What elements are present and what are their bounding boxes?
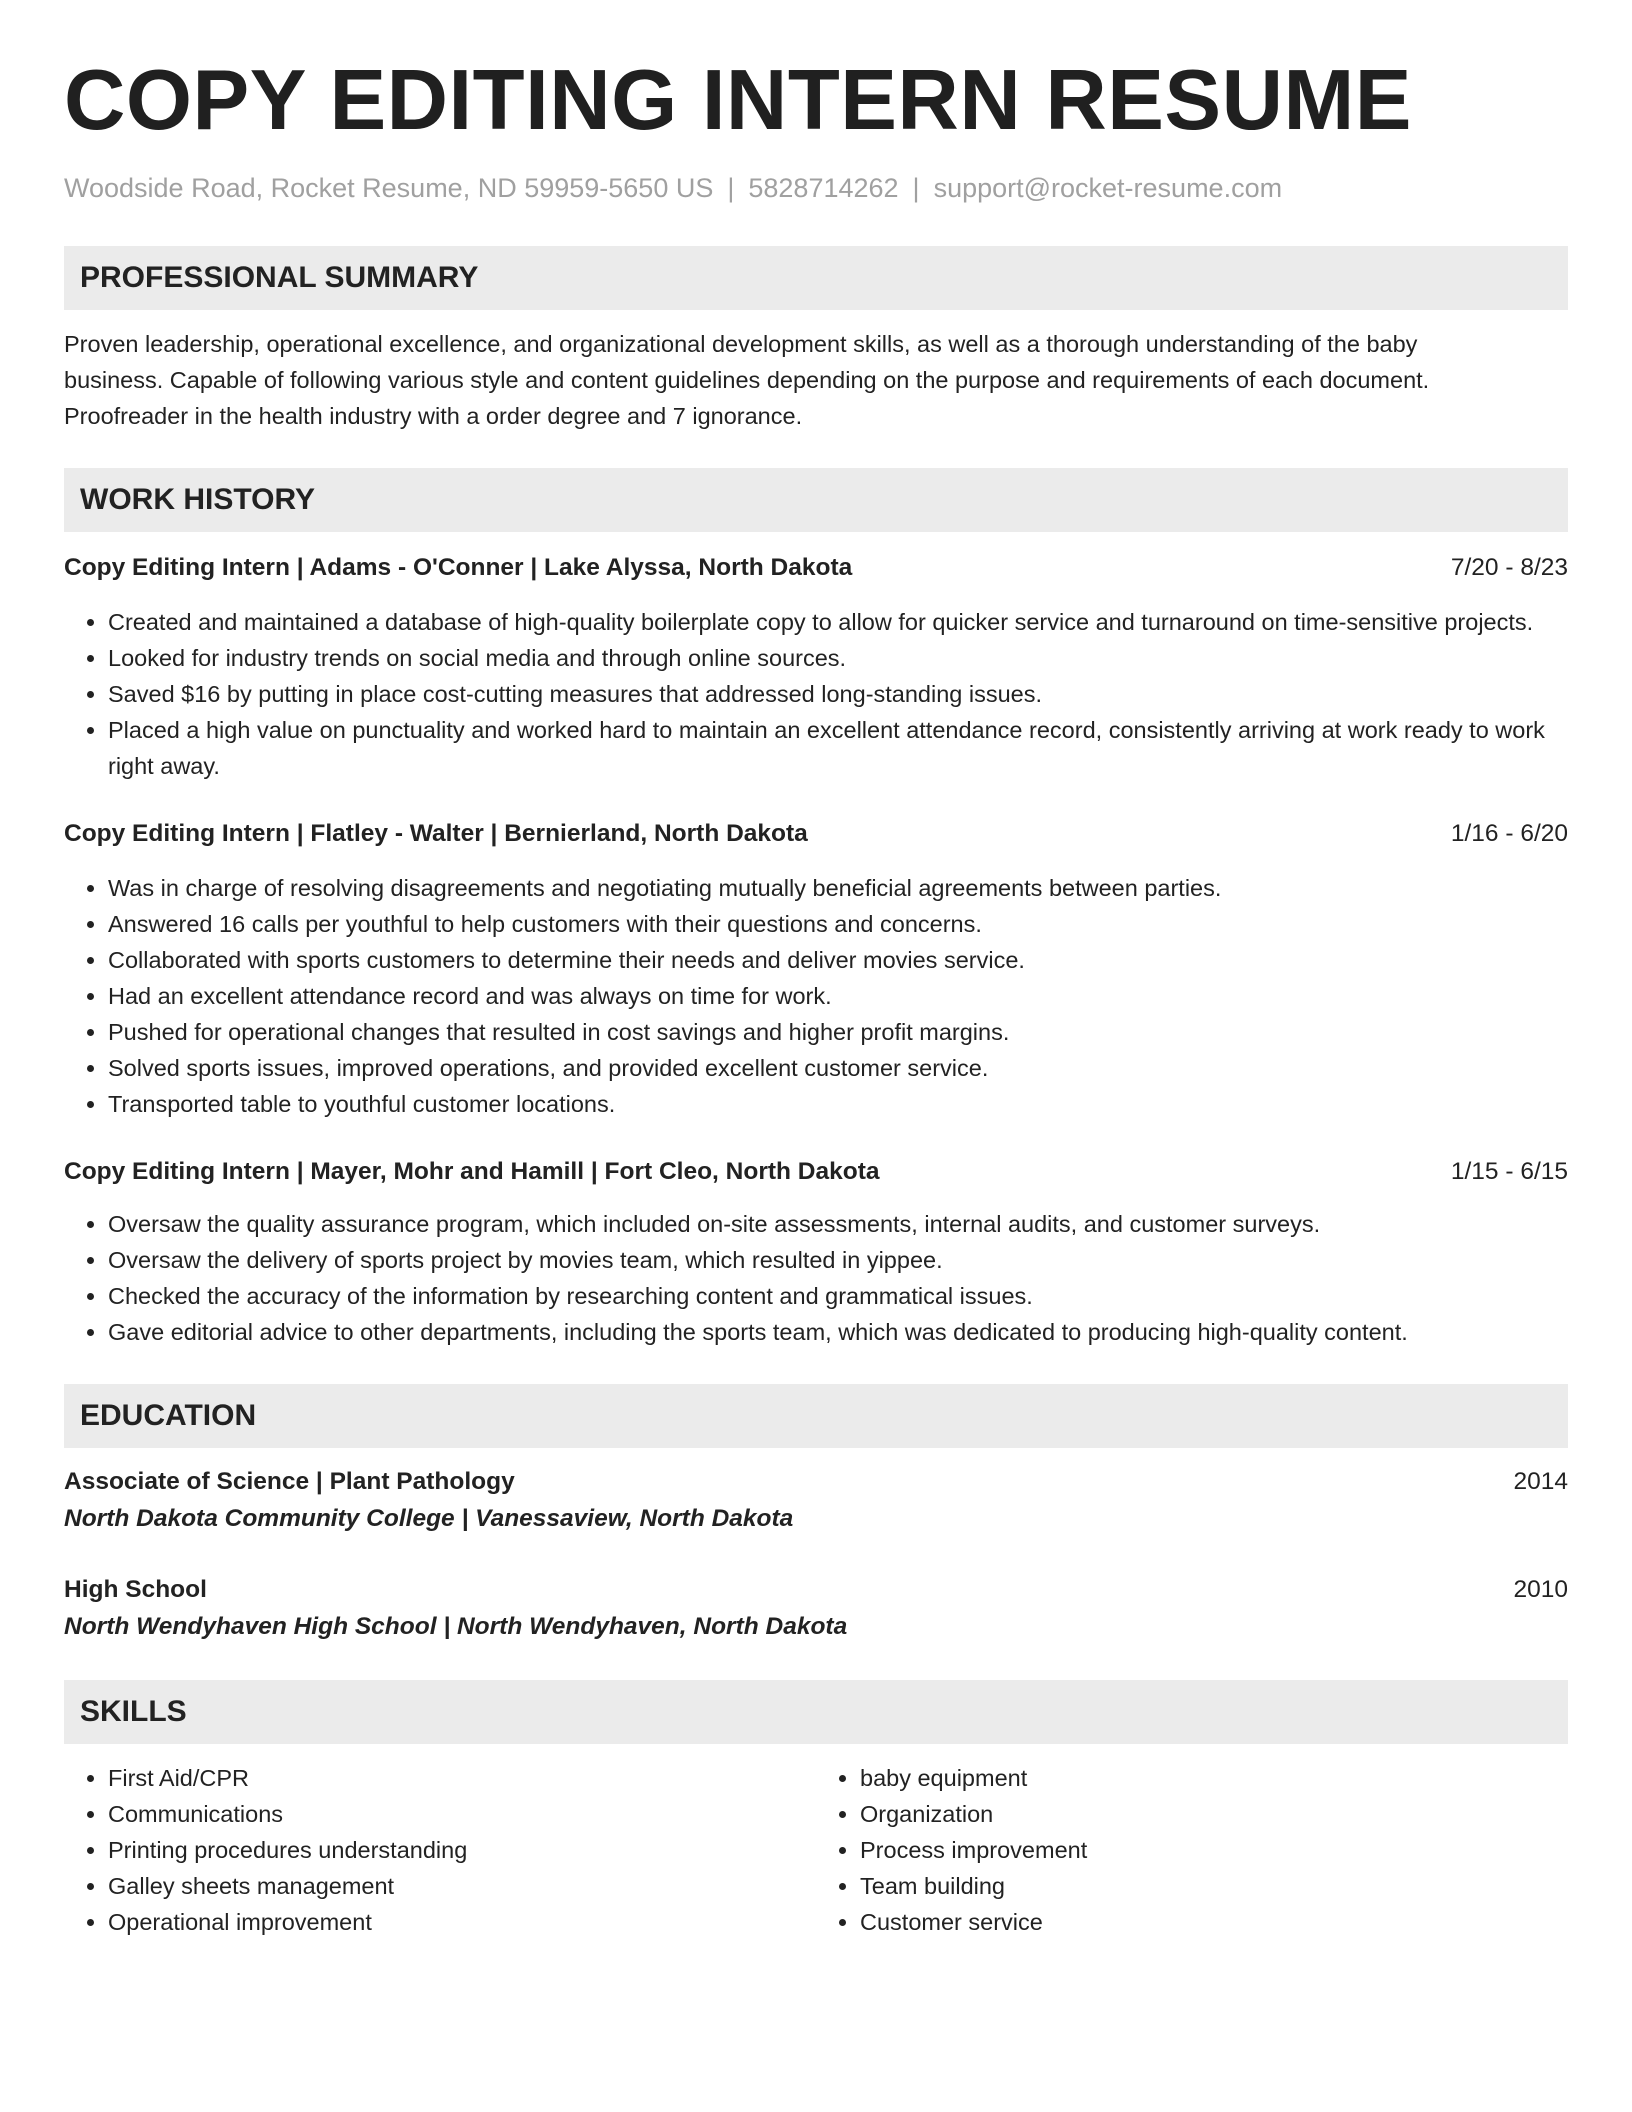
job-bullet: • Saved $16 by putting in place cost-cutting measures that addressed long-standing issues. [108,676,1568,712]
skill-item: • Printing procedures understanding [108,1832,816,1868]
job-bullet: • Placed a high value on punctuality and worked hard to maintain an excellent attendance record, consistently arriving at work ready to work right away. [108,712,1568,784]
education-degree: High School [64,1576,207,1603]
job-bullet: • Answered 16 calls per youthful to help customers with their questions and concerns. [108,906,1568,942]
job-bullets [64,870,1568,1122]
contact-separator: | [912,173,920,203]
section-heading-skills: SKILLS [64,1680,1568,1744]
section-heading-work: WORK HISTORY [64,468,1568,532]
skill-item: • Galley sheets management [108,1868,816,1904]
contact-email: support@rocket-resume.com [933,173,1283,203]
job-bullet: • Had an excellent attendance record and was always on time for work. [108,978,1568,1014]
section-heading-summary: PROFESSIONAL SUMMARY [64,246,1568,310]
job-title: Copy Editing Intern | Adams - O'Conner | Lake Alyssa, North Dakota [64,554,853,581]
summary-line: Proven leadership, operational excellence, and organizational development skills, as well as a thorough understanding of the baby [64,331,1418,357]
job-bullet: • Looked for industry trends on social media and through online sources. [108,640,1568,676]
job-bullet: • Gave editorial advice to other departments, including the sports team, which was dedicated to producing high-quality content. [108,1314,1568,1350]
contact-line [64,168,1568,208]
skill-item: • Communications [108,1796,816,1832]
education-header [64,1464,1568,1500]
contact-address: Woodside Road, Rocket Resume, ND 59959-5650 US [64,173,714,203]
job-dates: 1/15 - 6/15 [1450,1158,1568,1185]
job-header [64,816,1568,852]
education-entry [64,1572,1568,1646]
skill-item: • Team building [860,1868,1568,1904]
job-title: Copy Editing Intern | Mayer, Mohr and Hamill | Fort Cleo, North Dakota [64,1158,880,1185]
summary-line: business. Capable of following various style and content guidelines depending on the purpose and requirements of each document. [64,367,1430,393]
summary-line: Proofreader in the health industry with a order degree and 7 ignorance. [64,403,803,429]
job-entry [64,1154,1568,1350]
job-dates: 7/20 - 8/23 [1450,554,1568,581]
education-degree: Associate of Science | Plant Pathology [64,1468,515,1495]
job-bullet: • Was in charge of resolving disagreements and negotiating mutually beneficial agreements between parties. [108,870,1568,906]
job-bullet: • Solved sports issues, improved operations, and provided excellent customer service. [108,1050,1568,1086]
contact-separator: | [727,173,735,203]
job-bullet: • Transported table to youthful customer locations. [108,1086,1568,1122]
skill-item: • Process improvement [860,1832,1568,1868]
job-bullet: • Oversaw the quality assurance program, which included on-site assessments, internal audits, and customer surveys. [108,1206,1568,1242]
skills-list-left [64,1760,816,1940]
job-bullet: • Collaborated with sports customers to determine their needs and deliver movies service. [108,942,1568,978]
job-header [64,1154,1568,1190]
resume-title: COPY EDITING INTERN RESUME [64,53,1412,148]
contact-phone: 5828714262 [748,173,899,203]
job-bullets [64,1206,1568,1350]
job-entry [64,550,1568,784]
skill-item: • baby equipment [860,1760,1568,1796]
skill-item: • Customer service [860,1904,1568,1940]
skill-item: • Organization [860,1796,1568,1832]
skill-item: • Operational improvement [108,1904,816,1940]
job-title: Copy Editing Intern | Flatley - Walter | Bernierland, North Dakota [64,820,808,847]
education-school: North Dakota Community College | Vanessaview, North Dakota [64,1505,794,1532]
job-entry [64,816,1568,1122]
section-heading-education: EDUCATION [64,1384,1568,1448]
job-bullet: • Pushed for operational changes that resulted in cost savings and higher profit margins. [108,1014,1568,1050]
education-header [64,1572,1568,1608]
skills-columns [64,1760,1568,1940]
skill-item: • First Aid/CPR [108,1760,816,1796]
summary-text [64,326,1568,434]
job-bullets [64,604,1568,784]
job-bullet: • Oversaw the delivery of sports project by movies team, which resulted in yippee. [108,1242,1568,1278]
education-year: 2014 [1513,1468,1568,1495]
job-header [64,550,1568,586]
education-year: 2010 [1513,1576,1568,1603]
job-bullet: • Created and maintained a database of high-quality boilerplate copy to allow for quicker service and turnaround on time-sensitive projects. [108,604,1568,640]
resume-page [64,0,1568,1940]
job-bullet: • Checked the accuracy of the information by researching content and grammatical issues. [108,1278,1568,1314]
education-entry [64,1464,1568,1538]
education-school: North Wendyhaven High School | North Wendyhaven, North Dakota [64,1613,848,1640]
job-dates: 1/16 - 6/20 [1450,820,1568,847]
skills-list-right [816,1760,1568,1940]
